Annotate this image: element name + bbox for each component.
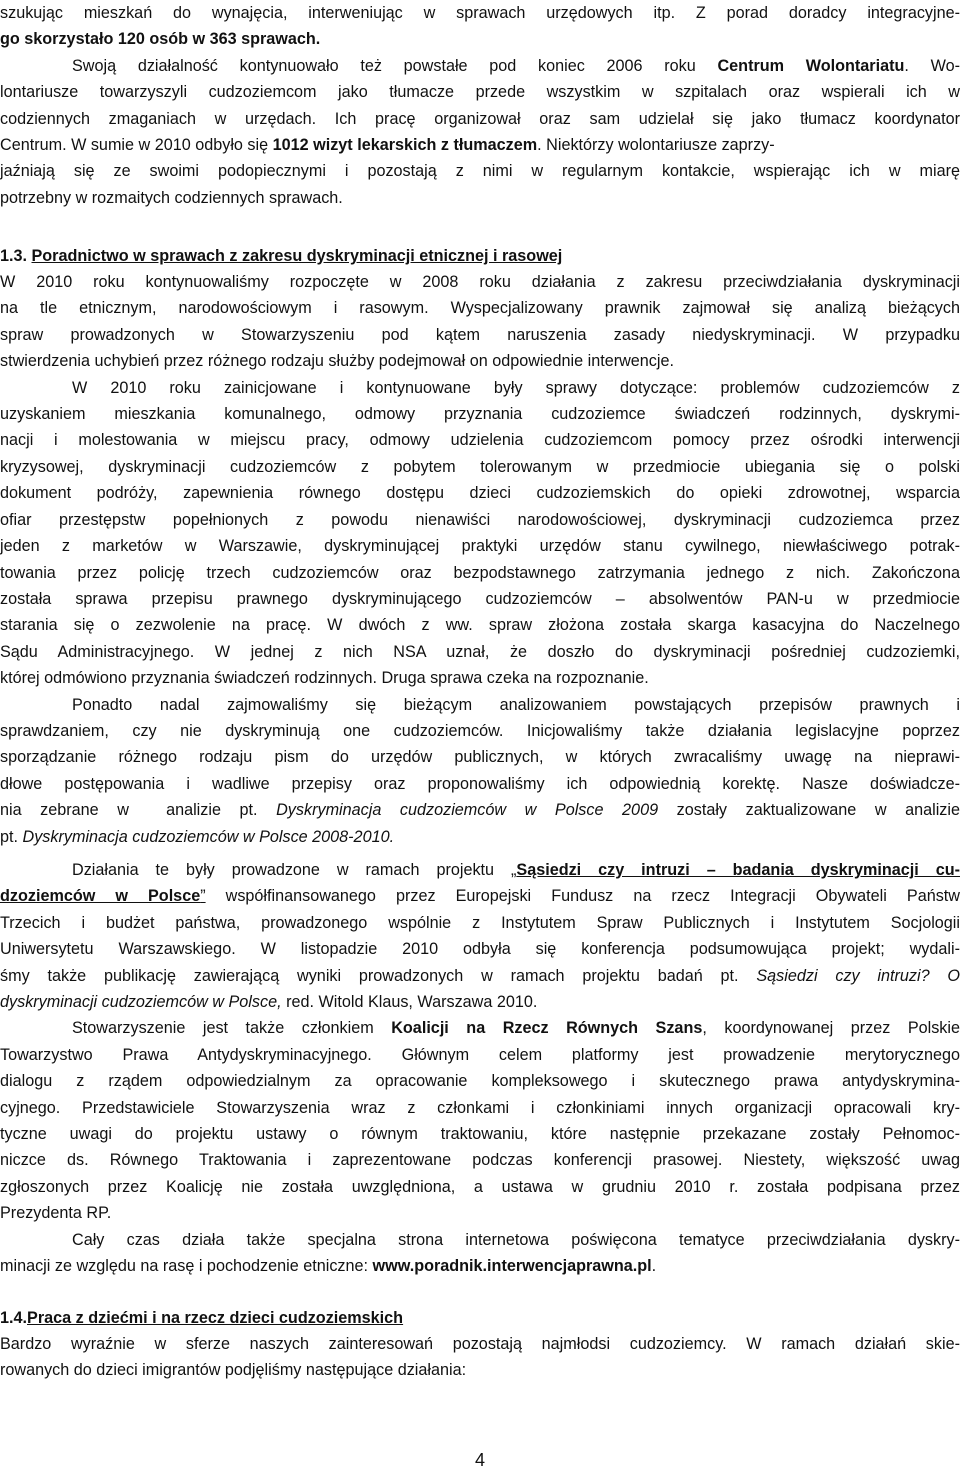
text-line: nacji i molestowania w miejscu pracy, odmowy udzielenia cudzoziemcom pomocy przez ośrodki interwencji [0, 431, 960, 449]
text-line: Sądu Administracyjnego. W jednej z nich NSA uznał, że doszło do dyskryminacji pośredniej cudzoziemki, [0, 643, 960, 661]
text-line: Bardzo wyraźnie w sferze naszych zainteresowań pozostają najmłodsi cudzoziemcy. W ramach działań skie- [0, 1335, 960, 1353]
text-line: Ponadto nadal zajmowaliśmy się bieżącym analizowaniem powstających przepisów prawnych i [72, 696, 960, 714]
text-line: lontariusze towarzyszyli cudzoziemcom jako tłumacze przede wszystkim w szpitalach oraz wspierali ich w [0, 83, 960, 101]
text-line: Trzecich i budżet państwa, prowadzonego wspólnie z Instytutem Spraw Publicznych i Instytutem Socjologii [0, 914, 960, 932]
text-line: Prezydenta RP. [0, 1204, 112, 1222]
section-heading-1-4: 1.4.Praca z dziećmi i na rzecz dzieci cudzoziemskich [0, 1309, 404, 1327]
text-line: spraw prowadzonych w Stowarzyszeniu pod kątem naruszenia zasady niedyskryminacji. W przypadku [0, 326, 960, 344]
text-line: tyczne uwagi do projektu ustawy o równym traktowaniu, które następnie przekazane zostały Pełnomoc- [0, 1125, 960, 1143]
text-line: towania przez policję trzech cudzoziemców oraz bezpodstawnego zatrzymania jednego z nich. Zakończona [0, 564, 960, 582]
text-line: cyjnego. Przedstawiciele Stowarzyszenia wraz z członkami i członkiniami innych organizacji opracowali kry- [0, 1099, 960, 1117]
page-number: 4 [474, 1450, 485, 1470]
text-line: szukując mieszkań do wynajęcia, interweniując w sprawach urzędowych itp. Z porad doradcy integracyjne- [0, 4, 960, 22]
text-line: której odmówiono przyznania świadczeń rodzinnych. Druga sprawa czeka na rozpoznanie. [0, 669, 649, 687]
text-line: na tle etnicznym, narodowościowym i rasowym. Wyspecjalizowany prawnik zajmował się analizą bieżących [0, 299, 960, 317]
text-line: śmy także publikację zawierającą wyniki prowadzonych w ramach projektu badań pt. Sąsiedzi czy intruzi? O [0, 967, 960, 985]
text-line: dłowe postępowania i wadliwe przepisy oraz proponowaliśmy ich odpowiednią korektę. Nasze doświadcze- [0, 775, 960, 793]
text-line: go skorzystało 120 osób w 363 sprawach. [0, 30, 321, 48]
text-line: jeden z marketów w Warszawie, dyskryminującej praktyki urzędów stanu cywilnego, niewłaściwego potrak- [0, 537, 960, 555]
text-line: dzoziemców w Polsce” współfinansowanego przez Europejski Fundusz na rzecz Integracji Obywateli Państw [0, 887, 960, 905]
text-line: dokument podróży, zapewnienia równego dostępu dzieci cudzoziemskich do opieki zdrowotnej, wsparcia [0, 484, 960, 502]
text-line: Centrum. W sumie w 2010 odbyło się 1012 wizyt lekarskich z tłumaczem. Niektórzy wolontariusze zaprzy- [0, 136, 775, 154]
text-line: potrzebny w rozmaitych codziennych sprawach. [0, 189, 343, 207]
text-line: stwierdzenia uchybień przez różnego rodzaju służby podejmował on odpowiednie interwencje. [0, 352, 674, 370]
text-line: niczce ds. Równego Traktowania i zaprezentowane podczas konferencji prasowej. Niestety, większość uwag [0, 1151, 960, 1169]
text-line: Swoją działalność kontynuowało też powstałe pod koniec 2006 roku Centrum Wolontariatu. Wo- [72, 57, 960, 75]
text-line: została sprawa przepisu prawnego dyskryminującego cudzoziemców – absolwentów PAN-u w przedmiocie [0, 590, 960, 608]
text-line: starania się o zezwolenie na pracę. W dwóch z ww. spraw złożona została skarga kasacyjna do Naczelnego [0, 616, 960, 634]
text-line: zgłoszonych przez Koalicję nie została uwzględniona, a ustawa w grudniu 2010 r. została podpisana przez [0, 1178, 960, 1196]
text-line: minacji ze względu na rasę i pochodzenie etniczne: www.poradnik.interwencjaprawna.pl. [0, 1257, 657, 1275]
text-line: Działania te były prowadzone w ramach projektu „Sąsiedzi czy intruzi – badania dyskryminacji cu- [72, 861, 960, 879]
text-line: W 2010 roku kontynuowaliśmy rozpoczęte w 2008 roku działania z zakresu przeciwdziałania dyskryminacji [0, 273, 960, 291]
text-line: Stowarzyszenie jest także członkiem Koalicji na Rzecz Równych Szans, koordynowanej przez Polskie [72, 1019, 960, 1037]
text-line: pt. Dyskryminacja cudzoziemców w Polsce 2008-2010. [0, 828, 395, 846]
text-line: ofiar przestępstw popełnionych z powodu nienawiści narodowościowej, dyskryminacji cudzoziemca przez [0, 511, 960, 529]
text-line: codziennych zmaganiach w urzędach. Ich pracę organizował oraz sam udzielał się jako tłumacz koordynator [0, 110, 960, 128]
text-line: sprawdzaniem, czy nie dyskryminują one cudzoziemców. Inicjowaliśmy także działania legislacyjne poprzez [0, 722, 960, 740]
text-line: Uniwersytetu Warszawskiego. W listopadzie 2010 odbyła się konferencja podsumowująca projekt; wydali- [0, 940, 960, 958]
text-line: nia zebrane w analizie pt. Dyskryminacja cudzoziemców w Polsce 2009 zostały zaktualizowane w analizie [0, 801, 960, 819]
text-line: jaźniają się ze swoimi podopiecznymi i pozostają z nimi w regularnym kontakcie, wspierając ich w miarę [0, 162, 960, 180]
text-line: dialogu z rządem odpowiedzialnym za opracowanie kompleksowego i skutecznego prawa antydyskrymina- [0, 1072, 960, 1090]
text-line: sporządzanie różnego rodzaju pism do urzędów publicznych, w których zwracaliśmy uwagę na nieprawi- [0, 748, 960, 766]
text-line: Cały czas działa także specjalna strona internetowa poświęcona tematyce przeciwdziałania dyskry- [72, 1231, 960, 1249]
text-line: dyskryminacji cudzoziemców w Polsce, red. Witold Klaus, Warszawa 2010. [0, 993, 538, 1011]
text-line: Towarzystwo Prawa Antydyskryminacyjnego. Głównym celem platformy jest prowadzenie merytorycznego [0, 1046, 960, 1064]
text-line: kryzysowej, dyskryminacji cudzoziemców z pobytem tolerowanym w przedmiocie ubiegania się o polski [0, 458, 960, 476]
section-heading-1-3: 1.3. Poradnictwo w sprawach z zakresu dyskryminacji etnicznej i rasowej [0, 247, 563, 265]
text-line: W 2010 roku zainicjowane i kontynuowane były sprawy dotyczące: problemów cudzoziemców z [72, 379, 960, 397]
text-line: uzyskaniem mieszkania komunalnego, odmowy przyznania cudzoziemce świadczeń rodzinnych, dyskrymi- [0, 405, 960, 423]
text-line: rowanych do dzieci imigrantów podjęliśmy następujące działania: [0, 1361, 467, 1379]
